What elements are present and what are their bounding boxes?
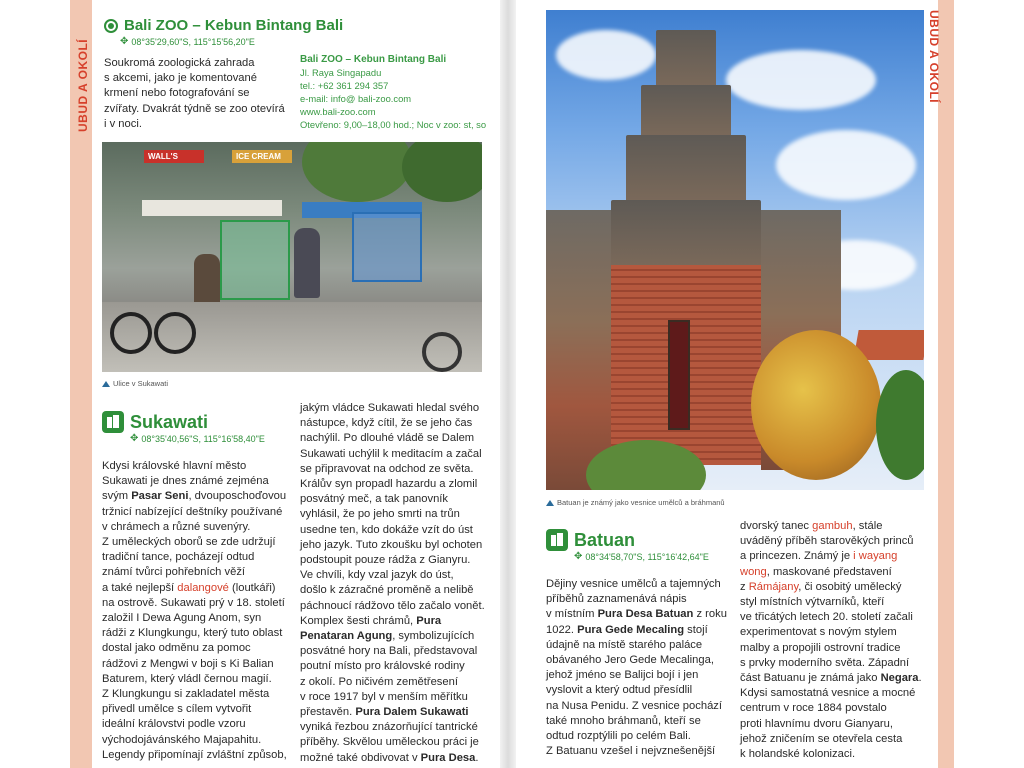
text-line bbox=[300, 416, 496, 431]
text-segment: Králův syn propadl hazardu a zlomil bbox=[300, 478, 478, 491]
text-line bbox=[300, 614, 496, 629]
text-line bbox=[740, 534, 934, 549]
info-web: www.bali-zoo.com bbox=[300, 106, 376, 117]
text-line bbox=[102, 626, 292, 641]
text-line bbox=[102, 581, 292, 596]
text-line bbox=[300, 462, 496, 477]
text-segment: Komplex šesti chrámů, bbox=[300, 614, 417, 627]
text-line bbox=[300, 629, 496, 644]
text-line bbox=[300, 568, 496, 583]
text-line bbox=[102, 550, 292, 565]
photo2-caption-text: Batuan je známý jako vesnice umělců a bráhmanů bbox=[557, 498, 725, 507]
photo-tree bbox=[302, 142, 412, 202]
text-segment: Kdysi královské hlavní město bbox=[102, 460, 247, 472]
text-segment: posvátný meč, a tak panovník bbox=[300, 493, 449, 506]
highlight-term: i wayang bbox=[853, 550, 898, 563]
text-line bbox=[102, 611, 292, 626]
text-line bbox=[740, 565, 934, 580]
text-segment: centrum v roce 1884 povstalo bbox=[740, 702, 887, 715]
bold-term: Pura Desa Batuan bbox=[597, 608, 694, 621]
text-line bbox=[546, 699, 736, 714]
text-line bbox=[102, 733, 292, 748]
text-segment: experimentovat s novým stylem bbox=[740, 626, 897, 639]
bali-zoo-coords bbox=[120, 36, 255, 47]
text-line bbox=[102, 748, 292, 763]
text-segment: podstoupit pouze rádža z Gianyru. bbox=[300, 554, 471, 567]
text-segment: nachýlil. Po dlouhé vládě se Dalem bbox=[300, 432, 475, 445]
text-line bbox=[102, 596, 292, 611]
text-segment: , symbolizujících bbox=[392, 630, 475, 643]
info-title: Bali ZOO – Kebun Bintang Bali bbox=[300, 54, 447, 65]
text-line bbox=[740, 580, 934, 595]
text-segment: obávaného Jero Gede Mecalinga, bbox=[546, 654, 714, 667]
text-segment: z okolí. Po ničivém zemětřesení bbox=[300, 675, 458, 688]
text-segment: Dějiny vesnice umělců a tajemných bbox=[546, 578, 721, 590]
text-segment: 1022. bbox=[546, 623, 578, 636]
text-segment: v chrámech a různé suvenýry. bbox=[102, 520, 251, 533]
text-line bbox=[300, 523, 496, 538]
text-segment: styl místních výtvarníků, kteří bbox=[740, 596, 885, 609]
photo-temple-tier bbox=[611, 200, 761, 270]
text-segment: rádžovi z Mengwi v boji s Ki Balian bbox=[102, 657, 274, 670]
photo-bike-wheel bbox=[422, 332, 462, 372]
bold-term: Pasar Seni bbox=[131, 490, 189, 503]
text-segment: z roku bbox=[693, 608, 727, 621]
text-segment: známí tvůrci pohřebních věží bbox=[102, 566, 246, 579]
text-line bbox=[102, 520, 292, 535]
text-line bbox=[546, 729, 736, 744]
text-line bbox=[740, 747, 934, 762]
text-line: zvířaty. Dvakrát týdně se zoo otevírá bbox=[104, 102, 285, 115]
photo-temple-tier bbox=[641, 85, 731, 140]
text-segment: se připravovat na odchod ze světa. bbox=[300, 462, 474, 475]
text-line bbox=[300, 751, 496, 766]
text-segment: Baturem, který vládl černou magií. bbox=[102, 672, 272, 685]
text-segment: na ostrově. Sukawati prý v 18. století bbox=[102, 596, 285, 609]
text-segment: z bbox=[740, 580, 749, 593]
text-line bbox=[300, 659, 496, 674]
caption-triangle-icon bbox=[102, 381, 110, 387]
text-segment: tradiční tance, pocházejí odtud bbox=[102, 551, 255, 564]
text-segment: jeho jazyk. Tuto zkoušku byl ochoten bbox=[300, 538, 483, 551]
photo-sign-walls: WALL'S bbox=[144, 150, 204, 163]
text-line bbox=[102, 717, 292, 732]
text-segment: Z uměleckých oborů se zde udržují bbox=[102, 536, 276, 549]
text-line bbox=[300, 705, 496, 720]
bali-zoo-title: Bali ZOO – Kebun Bintang Bali bbox=[124, 17, 344, 34]
text-line bbox=[300, 401, 496, 416]
side-tab-right: UBUD A OKOLÍ bbox=[927, 10, 941, 104]
text-line bbox=[740, 641, 934, 656]
compass-icon: ✥ bbox=[130, 433, 139, 444]
text-line bbox=[102, 702, 292, 717]
text-segment: malby a propojili ostrovní tradice bbox=[740, 641, 901, 654]
text-segment: východojávánského Majapahitu. bbox=[102, 733, 262, 746]
info-email: e-mail: info@ bali-zoo.com bbox=[300, 93, 412, 104]
sukawati-column-2 bbox=[300, 401, 496, 766]
text-line bbox=[300, 690, 496, 705]
text-segment: páchnoucí rádžovo tělo začalo vonět. bbox=[300, 599, 485, 612]
text-line bbox=[102, 535, 292, 550]
text-line bbox=[546, 653, 736, 668]
text-line bbox=[102, 657, 292, 672]
text-line bbox=[300, 675, 496, 690]
text-line bbox=[740, 686, 934, 701]
photo-sign-icecream: ICE CREAM bbox=[232, 150, 292, 163]
text-line bbox=[546, 623, 736, 638]
text-segment: , stále bbox=[852, 520, 883, 532]
text-line bbox=[300, 644, 496, 659]
photo-tree bbox=[402, 142, 482, 202]
batuan-coords bbox=[574, 551, 709, 562]
text-segment: vyniká řezbou znázorňující tantrické bbox=[300, 721, 478, 734]
text-segment: uváděný příběh starověkých princů bbox=[740, 535, 914, 548]
text-segment: vyslovit a který odtud přesídlil bbox=[546, 684, 693, 697]
photo-cart-green bbox=[220, 220, 290, 300]
bali-zoo-coords-text: 08°35'29,60"S, 115°15'56,20"E bbox=[131, 36, 255, 47]
side-tab-left: UBUD A OKOLÍ bbox=[76, 38, 90, 132]
text-line bbox=[300, 735, 496, 750]
text-segment: Sukawati je dnes známé zejména bbox=[102, 475, 269, 488]
info-phone: tel.: +62 361 294 357 bbox=[300, 80, 389, 91]
text-segment: došlo k zázračné proměně a nelibě bbox=[300, 584, 474, 597]
bali-zoo-description bbox=[104, 56, 294, 132]
text-line: i v noci. bbox=[104, 117, 142, 130]
book-gutter bbox=[500, 0, 516, 768]
batuan-title: Batuan bbox=[574, 529, 636, 550]
text-line bbox=[740, 549, 934, 564]
highlight-term: wong bbox=[740, 565, 767, 578]
batuan-column-1 bbox=[546, 577, 736, 759]
sukawati-heading bbox=[102, 411, 208, 433]
text-line bbox=[740, 595, 934, 610]
highlight-term: Rámájany bbox=[748, 580, 799, 593]
text-line bbox=[546, 592, 736, 607]
photo-bike-wheel bbox=[154, 312, 196, 354]
text-line bbox=[300, 447, 496, 462]
text-segment: usedne ten, kdo dokáže vzít do úst bbox=[300, 523, 473, 536]
text-line bbox=[740, 625, 934, 640]
text-line bbox=[546, 577, 736, 592]
text-segment: založil I Dewa Agung Anom, syn bbox=[102, 612, 262, 625]
bold-term: Pura Desa bbox=[420, 751, 476, 764]
photo-bush-green bbox=[876, 370, 924, 480]
text-segment: s prvky moderního světa. Západní bbox=[740, 656, 910, 669]
text-segment: v místním bbox=[546, 608, 598, 621]
text-line bbox=[102, 505, 292, 520]
text-line bbox=[546, 744, 736, 759]
text-line bbox=[300, 599, 496, 614]
photo-awning bbox=[142, 200, 282, 216]
bold-term: Pura Dalem Sukawati bbox=[355, 706, 469, 719]
text-segment: údajně na místě starého paláce bbox=[546, 638, 703, 651]
caption-triangle-icon bbox=[546, 500, 554, 506]
bali-zoo-heading bbox=[104, 17, 343, 34]
text-line bbox=[740, 717, 934, 732]
photo-cloud bbox=[556, 30, 656, 80]
text-line bbox=[300, 477, 496, 492]
highlight-term: gambuh bbox=[812, 520, 853, 532]
highlight-term: dalangové bbox=[177, 581, 229, 594]
text-segment: také mnoho bráhmanů, kteří se bbox=[546, 714, 701, 727]
photo-bush-yellow bbox=[751, 330, 881, 480]
text-line bbox=[546, 668, 736, 683]
text-line bbox=[102, 459, 292, 474]
text-segment: na Nusa Penidu. Z vesnice pochází bbox=[546, 699, 722, 712]
bold-term: Pura Gede Mecaling bbox=[577, 623, 685, 636]
text-line bbox=[546, 714, 736, 729]
text-segment: poutní místo pro královské rodiny bbox=[300, 660, 465, 673]
text-segment: dvorský tanec bbox=[740, 520, 813, 532]
text-line: s akcemi, jako je komentované bbox=[104, 72, 257, 85]
photo-temple-door bbox=[668, 320, 690, 430]
location-pin-icon bbox=[104, 19, 118, 33]
text-segment: dostal jako odměnu za pomoc bbox=[102, 642, 251, 655]
photo2-caption bbox=[546, 498, 725, 507]
text-line bbox=[546, 638, 736, 653]
text-line bbox=[300, 583, 496, 598]
text-segment: jehož zničením se otevřela cesta bbox=[740, 732, 903, 745]
compass-icon: ✥ bbox=[574, 551, 583, 562]
photo-temple-batuan bbox=[546, 10, 924, 490]
text-segment: ideální královstvi podle vzoru bbox=[102, 718, 246, 731]
text-segment: posvátné hory na Bali, představoval bbox=[300, 645, 478, 658]
text-line bbox=[546, 683, 736, 698]
photo-cloud bbox=[776, 130, 916, 200]
text-segment: . bbox=[475, 751, 479, 764]
text-segment: Z Klungkungu si zakladatel města bbox=[102, 688, 270, 701]
text-segment: a princezen. Známý je bbox=[740, 550, 854, 563]
text-segment: přivedl umělce s cílem vytvořit bbox=[102, 703, 252, 716]
text-line bbox=[740, 671, 934, 686]
photo-bike-wheel bbox=[110, 312, 152, 354]
text-segment: Sukawati uchýlil k meditacím a začal bbox=[300, 447, 482, 460]
text-segment: a také nejlepší bbox=[102, 581, 178, 594]
text-line bbox=[102, 641, 292, 656]
text-line bbox=[300, 720, 496, 735]
bold-term: Pura bbox=[416, 614, 442, 627]
compass-icon: ✥ bbox=[120, 36, 129, 47]
text-line bbox=[740, 610, 934, 625]
text-segment: příběhy. Skvělou uměleckou práci je bbox=[300, 736, 479, 749]
batuan-heading bbox=[546, 529, 635, 551]
text-line bbox=[300, 492, 496, 507]
text-segment: možné také obdivovat v bbox=[300, 751, 421, 764]
text-line bbox=[102, 489, 292, 504]
text-segment: v roce 1917 byl v menším měřítku bbox=[300, 690, 468, 703]
sukawati-coords-text: 08°35'40,56"S, 115°16'58,40"E bbox=[141, 433, 265, 444]
text-line bbox=[740, 701, 934, 716]
text-segment: tržnicí nabízející deštníky používané bbox=[102, 505, 283, 518]
text-line bbox=[300, 538, 496, 553]
text-segment: příběhů zaznamenává nápis bbox=[546, 593, 687, 606]
text-segment: vyhlásil, že po jeho smrti na trůn bbox=[300, 508, 460, 521]
text-segment: Legendy připomínají zvláštní způsob, bbox=[102, 748, 287, 761]
text-segment: k holandské kolonizaci. bbox=[740, 748, 856, 761]
building-icon bbox=[102, 411, 124, 433]
photo1-caption-text: Ulice v Sukawati bbox=[113, 379, 169, 388]
text-line: Soukromá zoologická zahrada bbox=[104, 57, 255, 69]
text-line bbox=[102, 672, 292, 687]
text-segment: , maskované představení bbox=[766, 565, 892, 578]
photo-person bbox=[294, 228, 320, 298]
info-hours: Otevřeno: 9,00–18,00 hod.; Noc v zoo: st, so bbox=[300, 119, 487, 130]
text-line bbox=[546, 607, 736, 622]
text-segment: přestavěn. bbox=[300, 706, 356, 719]
text-segment: , dvouposchoďovou bbox=[188, 490, 287, 503]
text-segment: Kdysi samostatná vesnice a mocné bbox=[740, 687, 916, 700]
text-line bbox=[300, 431, 496, 446]
text-segment: Ve chvíli, kdy vzal jazyk do úst, bbox=[300, 569, 454, 582]
bold-term: Penataran Agung bbox=[300, 630, 393, 643]
text-line bbox=[740, 656, 934, 671]
photo-street-sukawati bbox=[102, 142, 482, 372]
text-segment: jehož jméno se Balijci bojí i jen bbox=[546, 669, 699, 682]
photo-cart-blue bbox=[352, 212, 422, 282]
text-segment: proti hlavnímu dvoru Gianyaru, bbox=[740, 717, 893, 730]
photo-temple-tier bbox=[656, 30, 716, 90]
photo1-caption bbox=[102, 379, 168, 388]
text-segment: rádži z Klungkungu, který tuto oblast bbox=[102, 627, 283, 640]
sukawati-column-1 bbox=[102, 459, 292, 763]
bali-zoo-info-box bbox=[300, 53, 500, 131]
text-line bbox=[300, 507, 496, 522]
text-segment: ve třicátých letech 20. století začali bbox=[740, 611, 913, 624]
text-segment: Z Batuanu vzešel i nejvznešenější bbox=[546, 745, 716, 758]
info-address: Jl. Raya Singapadu bbox=[300, 67, 382, 78]
text-segment: stojí bbox=[684, 623, 708, 636]
text-line bbox=[102, 687, 292, 702]
photo-temple-tier bbox=[626, 135, 746, 205]
text-segment: jakým vládce Sukawati hledal svého bbox=[300, 402, 480, 414]
text-segment: (loutkáři) bbox=[228, 581, 276, 594]
batuan-coords-text: 08°34'58,70"S, 115°16'42,64"E bbox=[585, 551, 709, 562]
bold-term: Negara bbox=[880, 672, 919, 685]
text-line bbox=[740, 732, 934, 747]
text-line: krmení nebo fotografování se bbox=[104, 87, 250, 100]
text-segment: , či osobitý umělecký bbox=[798, 580, 902, 593]
text-line bbox=[102, 474, 292, 489]
text-segment: . bbox=[918, 672, 922, 685]
sukawati-title: Sukawati bbox=[130, 411, 209, 432]
text-segment: nástupce, když cítil, že se jeho čas bbox=[300, 417, 473, 430]
sukawati-coords bbox=[130, 433, 265, 444]
text-line bbox=[102, 565, 292, 580]
text-segment: svým bbox=[102, 490, 132, 503]
building-icon bbox=[546, 529, 568, 551]
text-segment: část Batuanu je známá jako bbox=[740, 672, 881, 685]
text-segment: odtud rozptýlili po celém Bali. bbox=[546, 730, 691, 743]
batuan-column-2 bbox=[740, 519, 934, 762]
photo-cloud bbox=[726, 50, 876, 110]
text-line bbox=[300, 553, 496, 568]
text-line bbox=[740, 519, 934, 534]
